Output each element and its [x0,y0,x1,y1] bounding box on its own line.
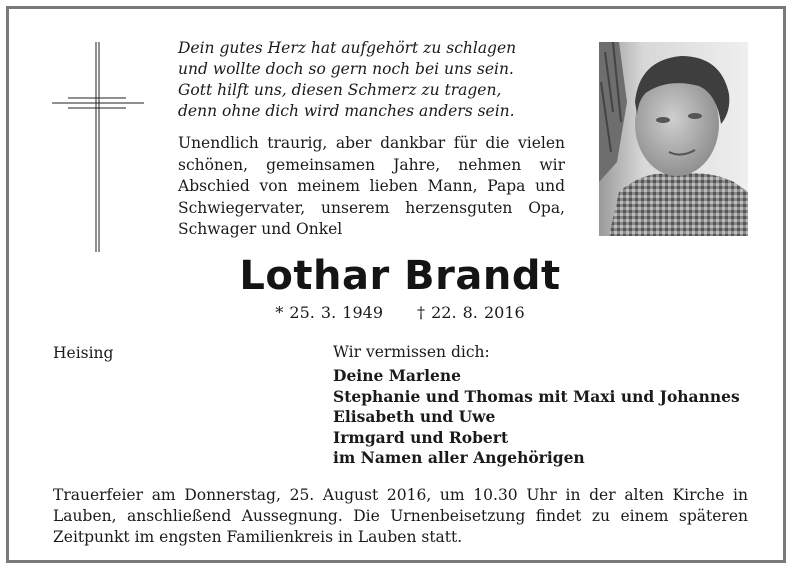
birth-date: * 25. 3. 1949 [275,303,383,322]
intro-text: Unendlich traurig, aber dankbar für die vielen schönen, gemeinsamen Jahre, nehmen wir Abschied von meinem lieben Mann, Papa und Schwiegervater, unserem herzensguten Opa, Schwager und Onkel [178,134,565,238]
family-list [333,366,740,469]
life-dates [0,303,800,322]
miss-heading: Wir vermissen dich: [333,343,490,361]
poem [178,38,578,122]
funeral-notice: Trauerfeier am Donnerstag, 25. August 2016, um 10.30 Uhr in der alten Kirche in Lauben, anschließend Aussegnung. Die Urnenbeisetzung findet zu einem späteren Zeitpunkt im engsten Familienkreis in Lauben statt. [53,486,748,546]
place-name: Heising [53,344,114,362]
family-member: im Namen aller Angehörigen [333,448,585,467]
family-member: Elisabeth und Uwe [333,407,496,426]
family-member: Stephanie und Thomas mit Maxi und Johannes [333,386,740,406]
death-date: † 22. 8. 2016 [417,303,525,322]
family-member: Deine Marlene [333,366,461,385]
poem-line: Dein gutes Herz hat aufgehört zu schlagen [178,39,517,57]
family-member: Irmgard und Robert [333,427,509,447]
poem-line: und wollte doch so gern noch bei uns sein. [178,60,514,78]
poem-line: denn ohne dich wird manches anders sein. [178,102,515,120]
deceased-name: Lothar Brandt [239,253,561,299]
cross-icon [48,40,148,255]
poem-line: Gott hilft uns, diesen Schmerz zu tragen, [178,81,502,99]
portrait-photo [599,42,748,236]
